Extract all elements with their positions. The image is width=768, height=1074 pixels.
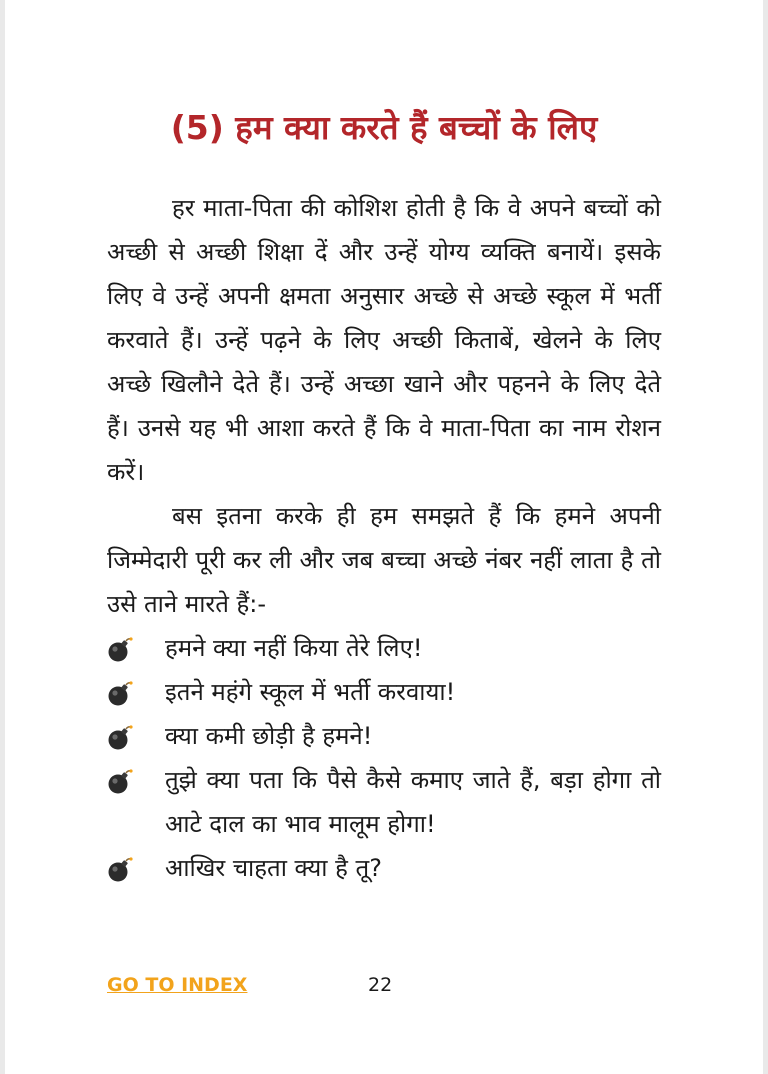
page-title: (5) हम क्या करते हैं बच्चों के लिए — [170, 108, 598, 147]
bomb-icon — [107, 725, 133, 751]
taunt-list — [107, 626, 661, 890]
page-edge-left — [0, 0, 5, 1074]
paragraph: हर माता-पिता की कोशिश होती है कि वे अपने बच्चों को अच्छी से अच्छी शिक्षा दें और उन्हें योग्य व्यक्ति बनायें। इसके लिए वे उन्हें अपनी क्षमता अनुसार अच्छे से अच्छे स्कूल में भर्ती करवाते हैं। उन्हें पढ़ने के लिए अच्छी किताबें, खेलने के लिए अच्छे खिलौने देते हैं। उन्हें अच्छा खाने और पहनने के लिए देते हैं। उनसे यह भी आशा करते हैं कि वे माता-पिता का नाम रोशन करें। — [107, 194, 661, 486]
bomb-icon — [107, 857, 133, 883]
page-number: 22 — [368, 974, 393, 996]
list-item — [107, 670, 661, 714]
bomb-icon — [107, 681, 133, 707]
list-item-text: हमने क्या नहीं किया तेरे लिए! — [165, 634, 423, 662]
page-edge-right — [763, 0, 768, 1074]
list-item — [107, 758, 661, 846]
bomb-icon — [107, 637, 133, 663]
paragraph: बस इतना करके ही हम समझते हैं कि हमने अपनी जिम्मेदारी पूरी कर ली और जब बच्चा अच्छे नंबर नहीं लाता है तो उसे ताने मारते हैं:- — [107, 502, 661, 618]
list-item — [107, 846, 661, 890]
list-item-text: क्या कमी छोड़ी है हमने! — [165, 722, 373, 750]
list-item — [107, 626, 661, 670]
list-item — [107, 714, 661, 758]
list-item-text: तुझे क्या पता कि पैसे कैसे कमाए जाते हैं, बड़ा होगा तो आटे दाल का भाव मालूम होगा! — [165, 766, 661, 838]
list-item-text: इतने महंगे स्कूल में भर्ती करवाया! — [165, 678, 456, 706]
list-item-text: आखिर चाहता क्या है तू? — [165, 854, 382, 882]
go-to-index-link[interactable]: GO TO INDEX — [107, 974, 248, 996]
body-text — [107, 186, 661, 890]
bomb-icon — [107, 769, 133, 795]
